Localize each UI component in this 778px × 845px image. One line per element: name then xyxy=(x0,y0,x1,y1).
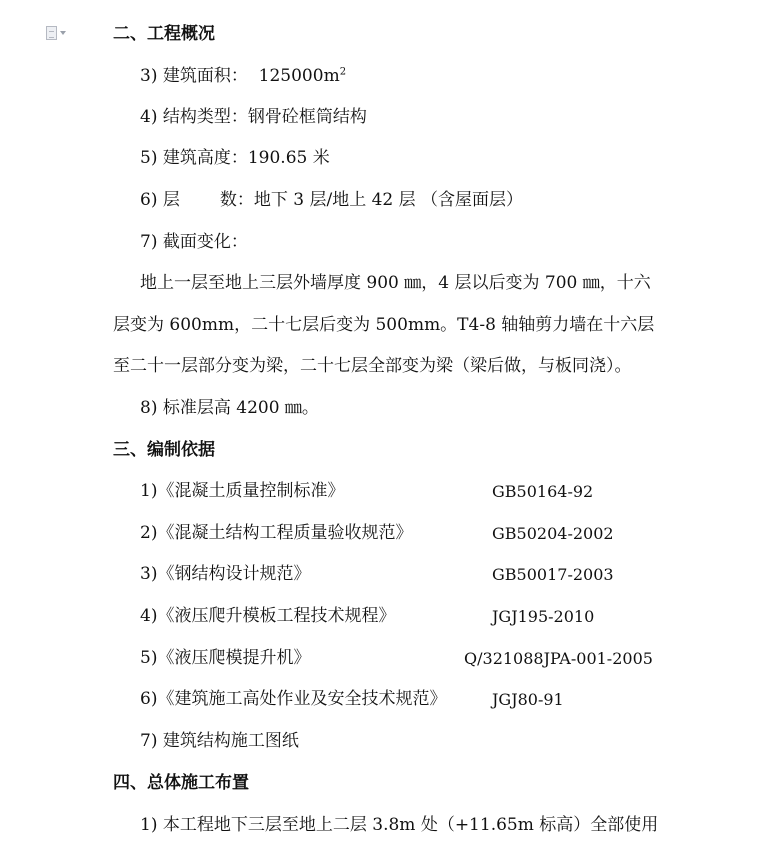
document-icon xyxy=(46,26,57,40)
reference-7-name: 7) 建筑结构施工图纸 xyxy=(140,731,299,751)
standard-floor-height: 8) 标准层高 4200 ㎜。 xyxy=(140,398,319,418)
structure-type: 4) 结构类型：钢骨砼框筒结构 xyxy=(140,107,367,127)
section-2-title: 二、工程概况 xyxy=(113,24,215,44)
reference-1-code: GB50164-92 xyxy=(492,482,594,501)
reference-5-code: Q/321088JPA-001-2005 xyxy=(464,649,653,668)
floor-count xyxy=(140,190,523,210)
section-change-label: 7) 截面变化： xyxy=(140,232,248,252)
reference-1-name: 1)《混凝土质量控制标准》 xyxy=(140,481,345,501)
floor-count-label: 6) 层 xyxy=(140,190,180,210)
caret-down-icon xyxy=(60,31,66,35)
reference-6-code: JGJ80-91 xyxy=(492,690,564,709)
floor-count-value: 数：地下 3 层/地上 42 层 （含屋面层） xyxy=(219,190,524,210)
reference-5-name: 5)《液压爬模提升机》 xyxy=(140,648,311,668)
building-area-unit-sup: 2 xyxy=(339,66,347,78)
section-4-title: 四、总体施工布置 xyxy=(113,773,249,793)
reference-3-code: GB50017-2003 xyxy=(492,565,614,584)
paragraph-line-3: 至二十一层部分变为梁，二十七层全部变为梁（梁后做，与板同浇）。 xyxy=(113,356,632,376)
reference-6-name: 6)《建筑施工高处作业及安全技术规范》 xyxy=(140,689,447,709)
building-area-value: 125000m xyxy=(258,66,340,86)
reference-4-name: 4)《液压爬升模板工程技术规程》 xyxy=(140,606,396,626)
reference-2-name: 2)《混凝土结构工程质量验收规范》 xyxy=(140,523,413,543)
reference-2-code: GB50204-2002 xyxy=(492,524,614,543)
document-menu-icon[interactable] xyxy=(46,25,76,41)
reference-3-name: 3)《钢结构设计规范》 xyxy=(140,564,311,584)
building-height: 5) 建筑高度：190.65 米 xyxy=(140,148,330,168)
paragraph-line-1: 地上一层至地上三层外墙厚度 900 ㎜，4 层以后变为 700 ㎜，十六 xyxy=(140,273,651,293)
reference-4-code: JGJ195-2010 xyxy=(492,607,595,626)
building-area xyxy=(140,66,346,86)
layout-item-1: 1) 本工程地下三层至地上二层 3.8m 处（+11.65m 标高）全部使用 xyxy=(140,815,659,835)
building-area-label: 3) 建筑面积： xyxy=(140,66,248,86)
section-3-title: 三、编制依据 xyxy=(113,440,215,460)
paragraph-line-2: 层变为 600mm，二十七层后变为 500mm。T4-8 轴轴剪力墙在十六层 xyxy=(113,315,655,335)
